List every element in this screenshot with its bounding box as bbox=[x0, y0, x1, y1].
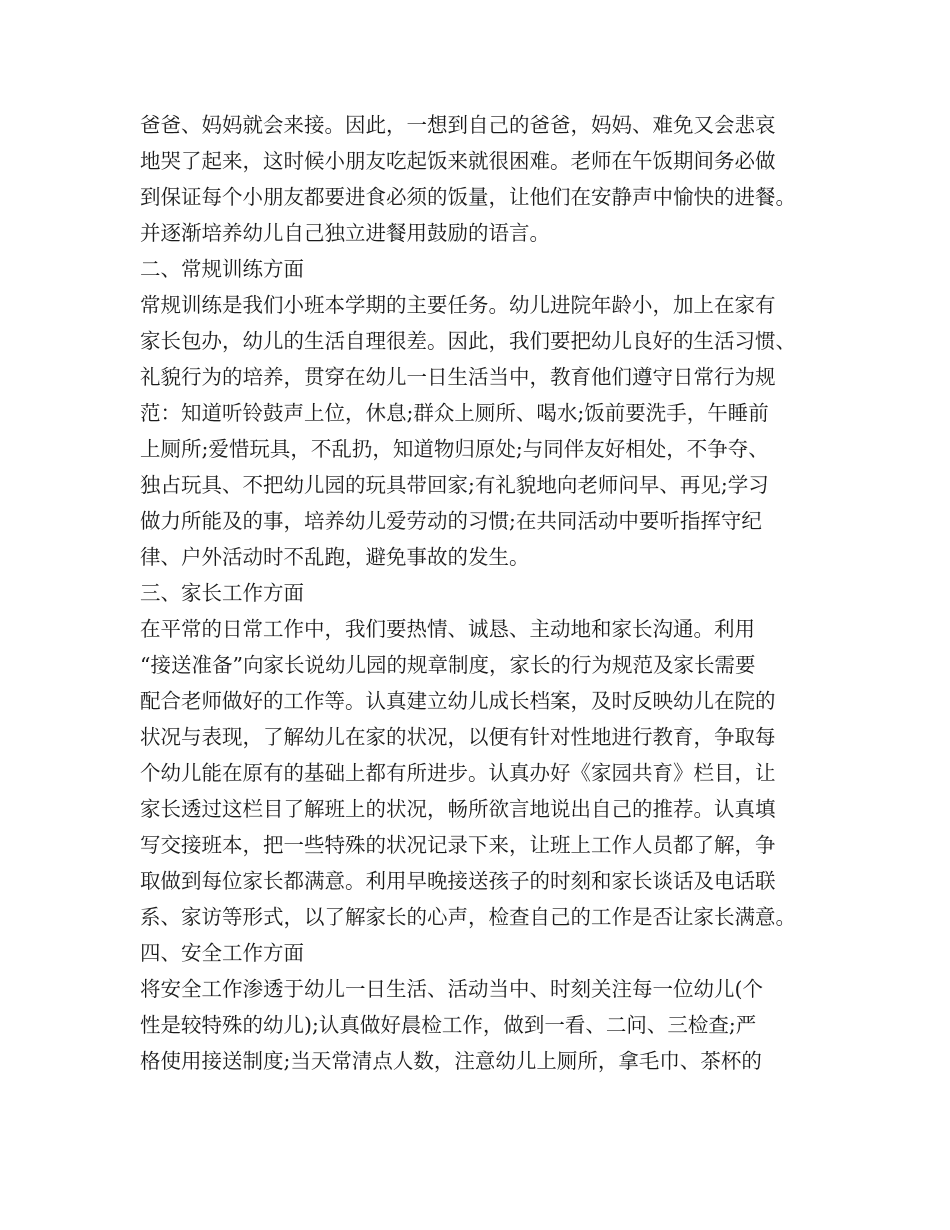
body-text-line: 范：知道听铃鼓声上位，休息;群众上厕所、喝水;饭前要洗手，午睡前 bbox=[140, 401, 769, 425]
body-text-line: 将安全工作渗透于幼儿一日生活、活动当中、时刻关注每一位幼儿(个 bbox=[140, 977, 763, 1001]
body-text-line: 家长透过这栏目了解班上的状况，畅所欲言地说出自己的推荐。认真填 bbox=[140, 797, 776, 821]
section-heading: 三、家长工作方面 bbox=[140, 581, 304, 605]
body-text-line: 在平常的日常工作中，我们要热情、诚恳、主动地和家长沟通。利用 bbox=[140, 617, 755, 641]
body-text-line: 地哭了起来，这时候小朋友吃起饭来就很困难。老师在午饭期间务必做 bbox=[140, 149, 776, 173]
document-body bbox=[140, 107, 830, 1079]
body-text-line: 配合老师做好的工作等。认真建立幼儿成长档案，及时反映幼儿在院的 bbox=[140, 689, 776, 713]
body-text-line: 礼貌行为的培养，贯穿在幼儿一日生活当中，教育他们遵守日常行为规 bbox=[140, 365, 776, 389]
body-text-line: 律、户外活动时不乱跑，避免事故的发生。 bbox=[140, 545, 530, 569]
body-text-line: 取做到每位家长都满意。利用早晚接送孩子的时刻和家长谈话及电话联 bbox=[140, 869, 776, 893]
body-text-line: 并逐渐培养幼儿自己独立进餐用鼓励的语言。 bbox=[140, 221, 550, 245]
body-text-line: 做力所能及的事，培养幼儿爱劳动的习惯;在共同活动中要听指挥守纪 bbox=[140, 509, 762, 533]
body-text-line: “接送准备”向家长说幼儿园的规章制度，家长的行为规范及家长需要 bbox=[140, 653, 756, 677]
body-text-line: 系、家访等形式，以了解家长的心声，检查自己的工作是否让家长满意。 bbox=[140, 905, 796, 929]
body-text-line: 独占玩具、不把幼儿园的玩具带回家;有礼貌地向老师问早、再见;学习 bbox=[140, 473, 769, 497]
body-text-line: 个幼儿能在原有的基础上都有所进步。认真办好《家园共育》栏目，让 bbox=[140, 761, 776, 785]
section-heading: 二、常规训练方面 bbox=[140, 257, 304, 281]
body-text-line: 家长包办，幼儿的生活自理很差。因此，我们要把幼儿良好的生活习惯、 bbox=[140, 329, 796, 353]
body-text-line: 上厕所;爱惜玩具，不乱扔，知道物归原处;与同伴友好相处，不争夺、 bbox=[140, 437, 769, 461]
body-text-line: 格使用接送制度;当天常清点人数，注意幼儿上厕所，拿毛巾、茶杯的 bbox=[140, 1049, 762, 1073]
section-heading: 四、安全工作方面 bbox=[140, 941, 304, 965]
body-text-line: 状况与表现，了解幼儿在家的状况，以便有针对性地进行教育，争取每 bbox=[140, 725, 776, 749]
body-text-line: 爸爸、妈妈就会来接。因此，一想到自己的爸爸，妈妈、难免又会悲哀 bbox=[140, 113, 776, 137]
body-text-line: 到保证每个小朋友都要进食必须的饭量，让他们在安静声中愉快的进餐。 bbox=[140, 185, 796, 209]
body-text-line: 写交接班本，把一些特殊的状况记录下来，让班上工作人员都了解，争 bbox=[140, 833, 776, 857]
body-text-line: 常规训练是我们小班本学期的主要任务。幼儿进院年龄小，加上在家有 bbox=[140, 293, 776, 317]
body-text-line: 性是较特殊的幼儿);认真做好晨检工作，做到一看、二问、三检查;严 bbox=[140, 1013, 757, 1037]
